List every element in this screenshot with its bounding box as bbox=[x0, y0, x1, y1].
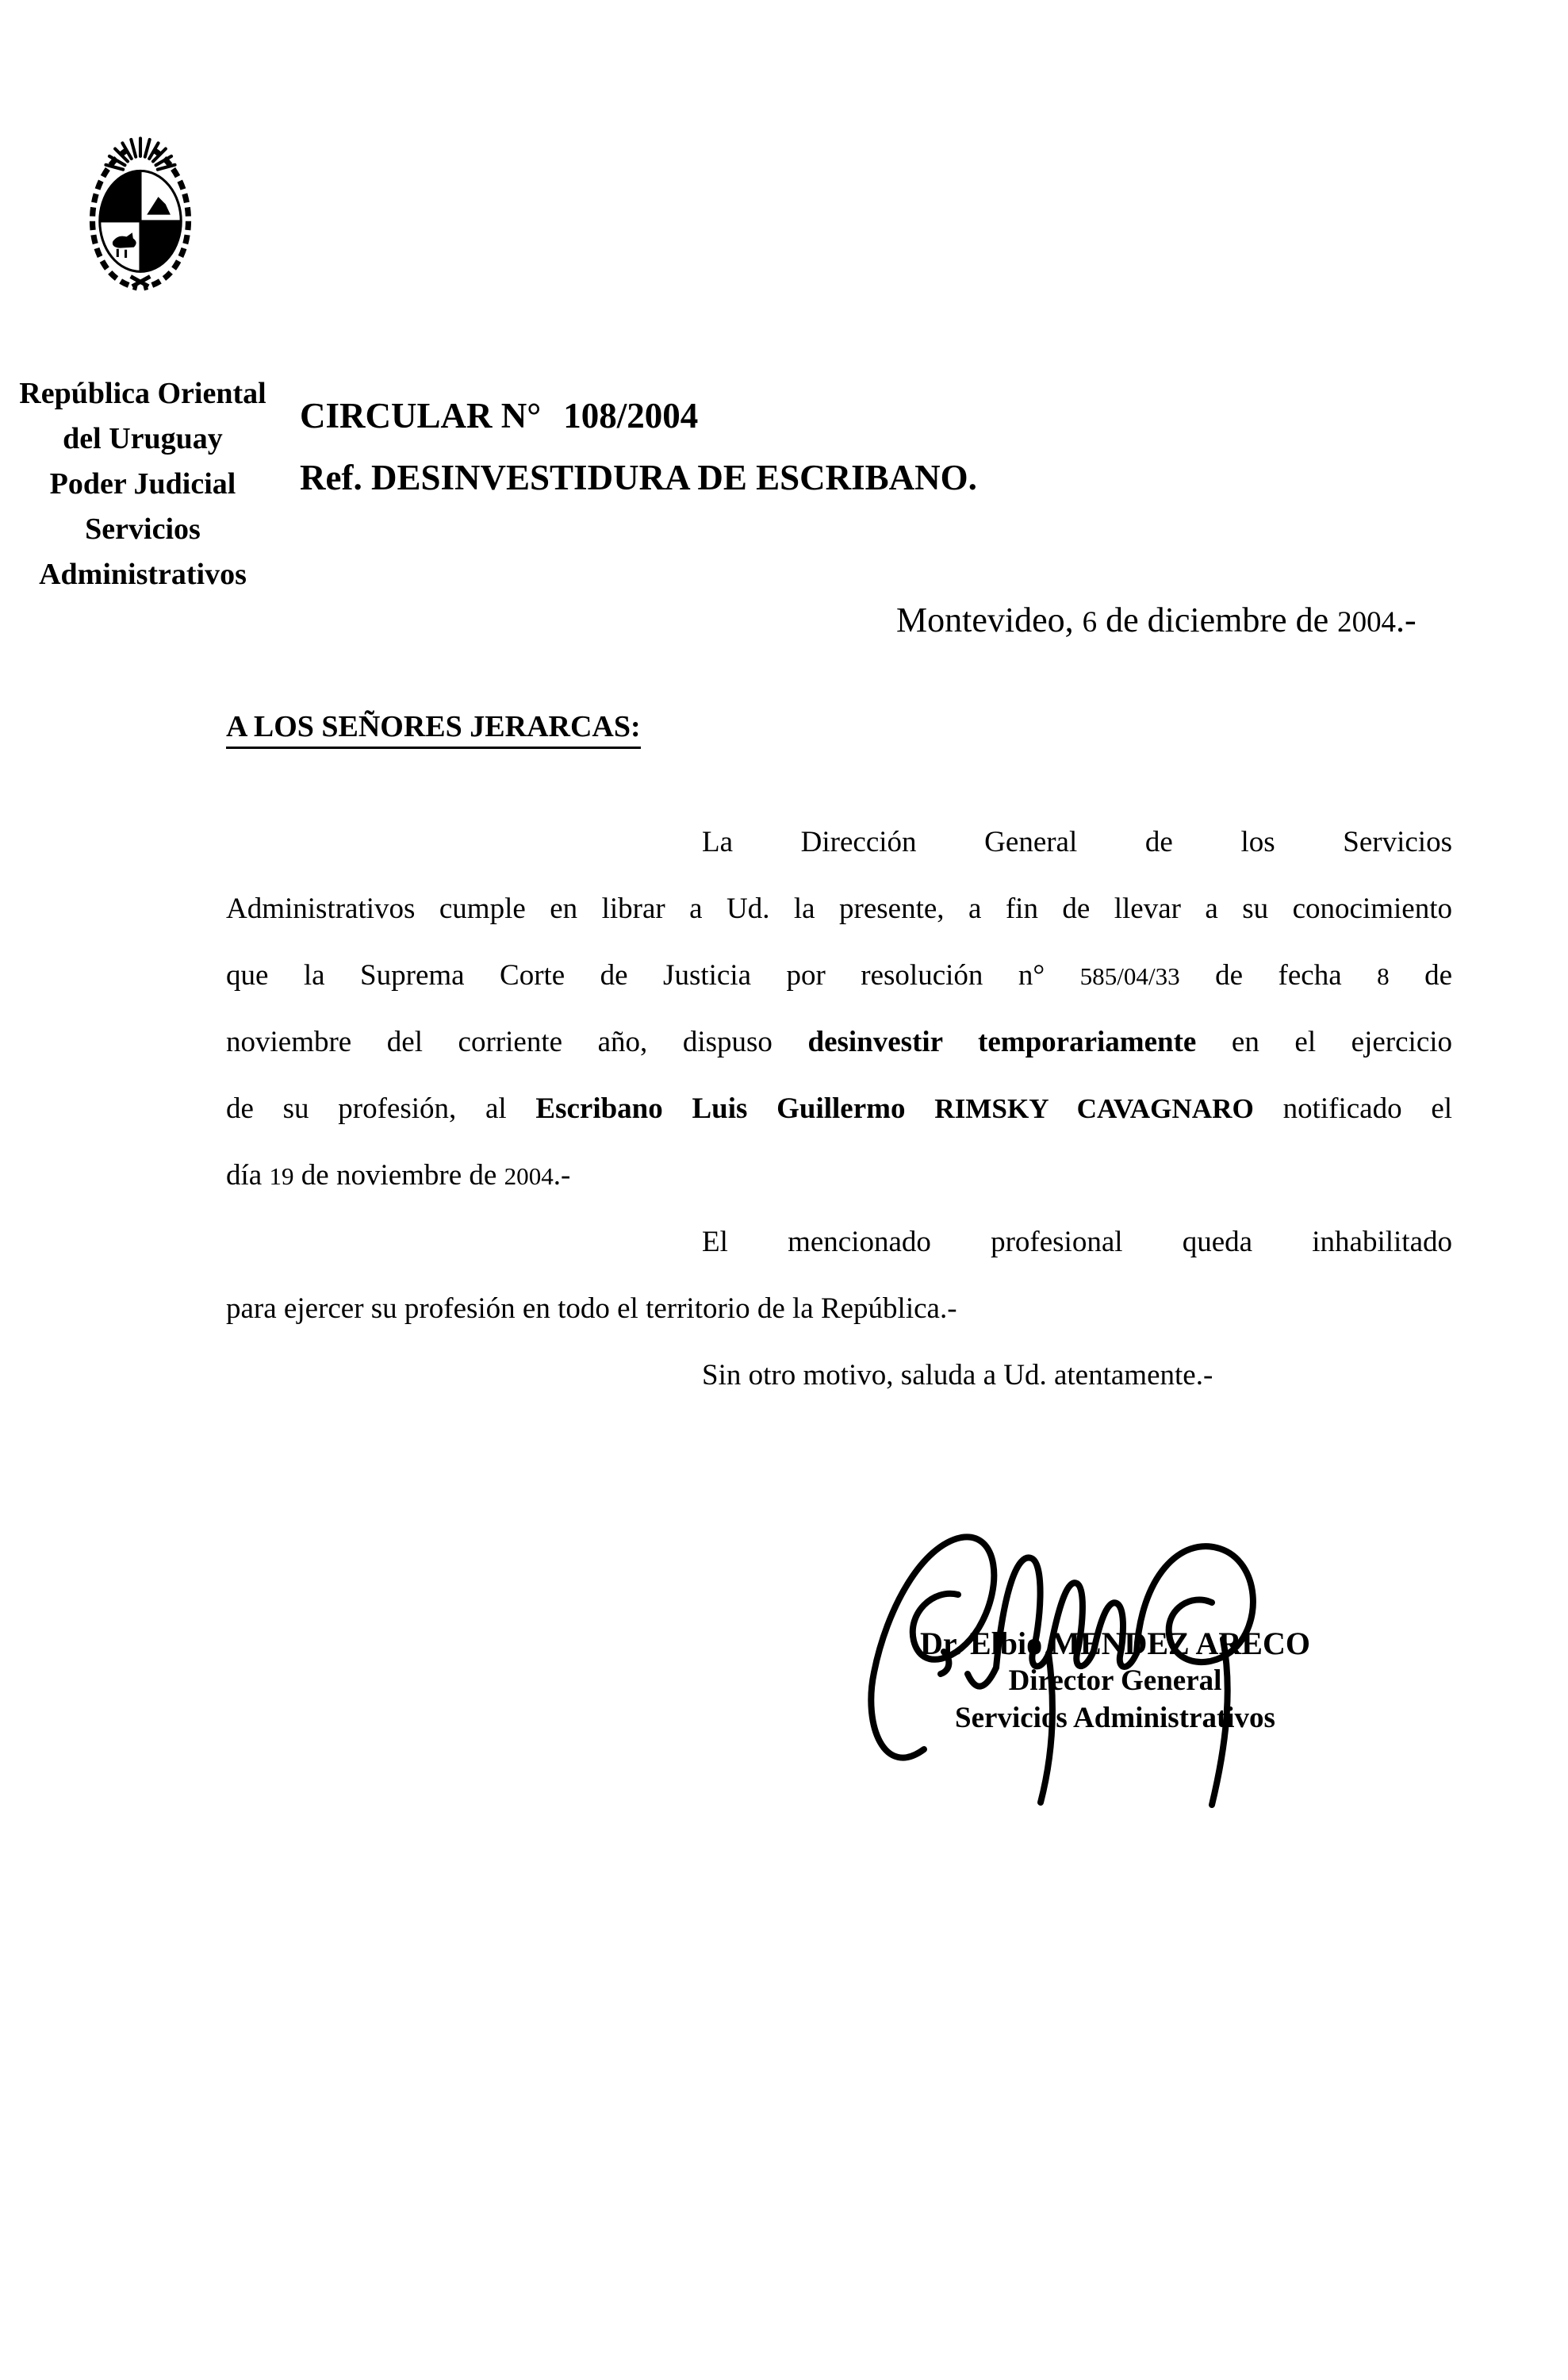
letter-body bbox=[226, 809, 1452, 1409]
dateline-day: 6 bbox=[1082, 605, 1098, 638]
title-block bbox=[300, 395, 977, 498]
signature-block bbox=[909, 1625, 1321, 1737]
signer-title: Director General bbox=[1008, 1664, 1222, 1697]
quartered-shield bbox=[100, 171, 181, 271]
org-line: Administrativos bbox=[39, 558, 247, 591]
org-line: Servicios bbox=[85, 512, 201, 546]
body-line: día 19 de noviembre de 2004.- bbox=[226, 1159, 571, 1192]
uruguay-coat-of-arms-logo bbox=[73, 125, 208, 292]
dateline-year: 2004 bbox=[1337, 605, 1397, 638]
org-line: del Uruguay bbox=[63, 422, 223, 455]
signer-department: Servicios Administrativos bbox=[955, 1702, 1275, 1734]
salutation: A LOS SEÑORES JERARCAS: bbox=[226, 709, 641, 749]
circular-label: CIRCULAR N° bbox=[300, 396, 542, 436]
body-line: de su profesión, al Escribano Luis Guillermo RIMSKY CAVAGNARO notificado el bbox=[226, 1092, 1453, 1125]
body-line: para ejercer su profesión en todo el territorio de la República.- bbox=[226, 1292, 957, 1325]
letterhead-org-block bbox=[6, 371, 279, 597]
body-line: que la Suprema Corte de Justicia por resolución n° 585/04/33 de fecha 8 de bbox=[226, 959, 1453, 992]
sun-rays-icon bbox=[105, 138, 174, 169]
body-line: El mencionado profesional queda inhabilitado bbox=[702, 1226, 1452, 1258]
body-line: La Dirección General de los Servicios bbox=[702, 826, 1452, 858]
reference-line: Ref. DESINVESTIDURA DE ESCRIBANO. bbox=[300, 458, 977, 497]
circular-title bbox=[300, 395, 977, 436]
signer-name: Dr. Elbio MENDEZ ARECO bbox=[920, 1626, 1310, 1661]
dateline bbox=[896, 600, 1417, 640]
org-line: Poder Judicial bbox=[49, 467, 236, 501]
dateline-suffix: .- bbox=[1396, 601, 1417, 639]
body-line: noviembre del corriente año, dispuso desinvestir temporariamente en el ejercicio bbox=[226, 1026, 1453, 1058]
body-line: Administrativos cumple en librar a Ud. la presente, a fin de llevar a su conocimiento bbox=[226, 892, 1452, 925]
dateline-middle: de diciembre de bbox=[1106, 601, 1329, 639]
dateline-city: Montevideo, bbox=[896, 601, 1074, 639]
circular-number: 108/2004 bbox=[563, 396, 699, 436]
body-line: Sin otro motivo, saluda a Ud. atentamente.- bbox=[702, 1359, 1213, 1392]
org-line: República Oriental bbox=[19, 377, 266, 410]
